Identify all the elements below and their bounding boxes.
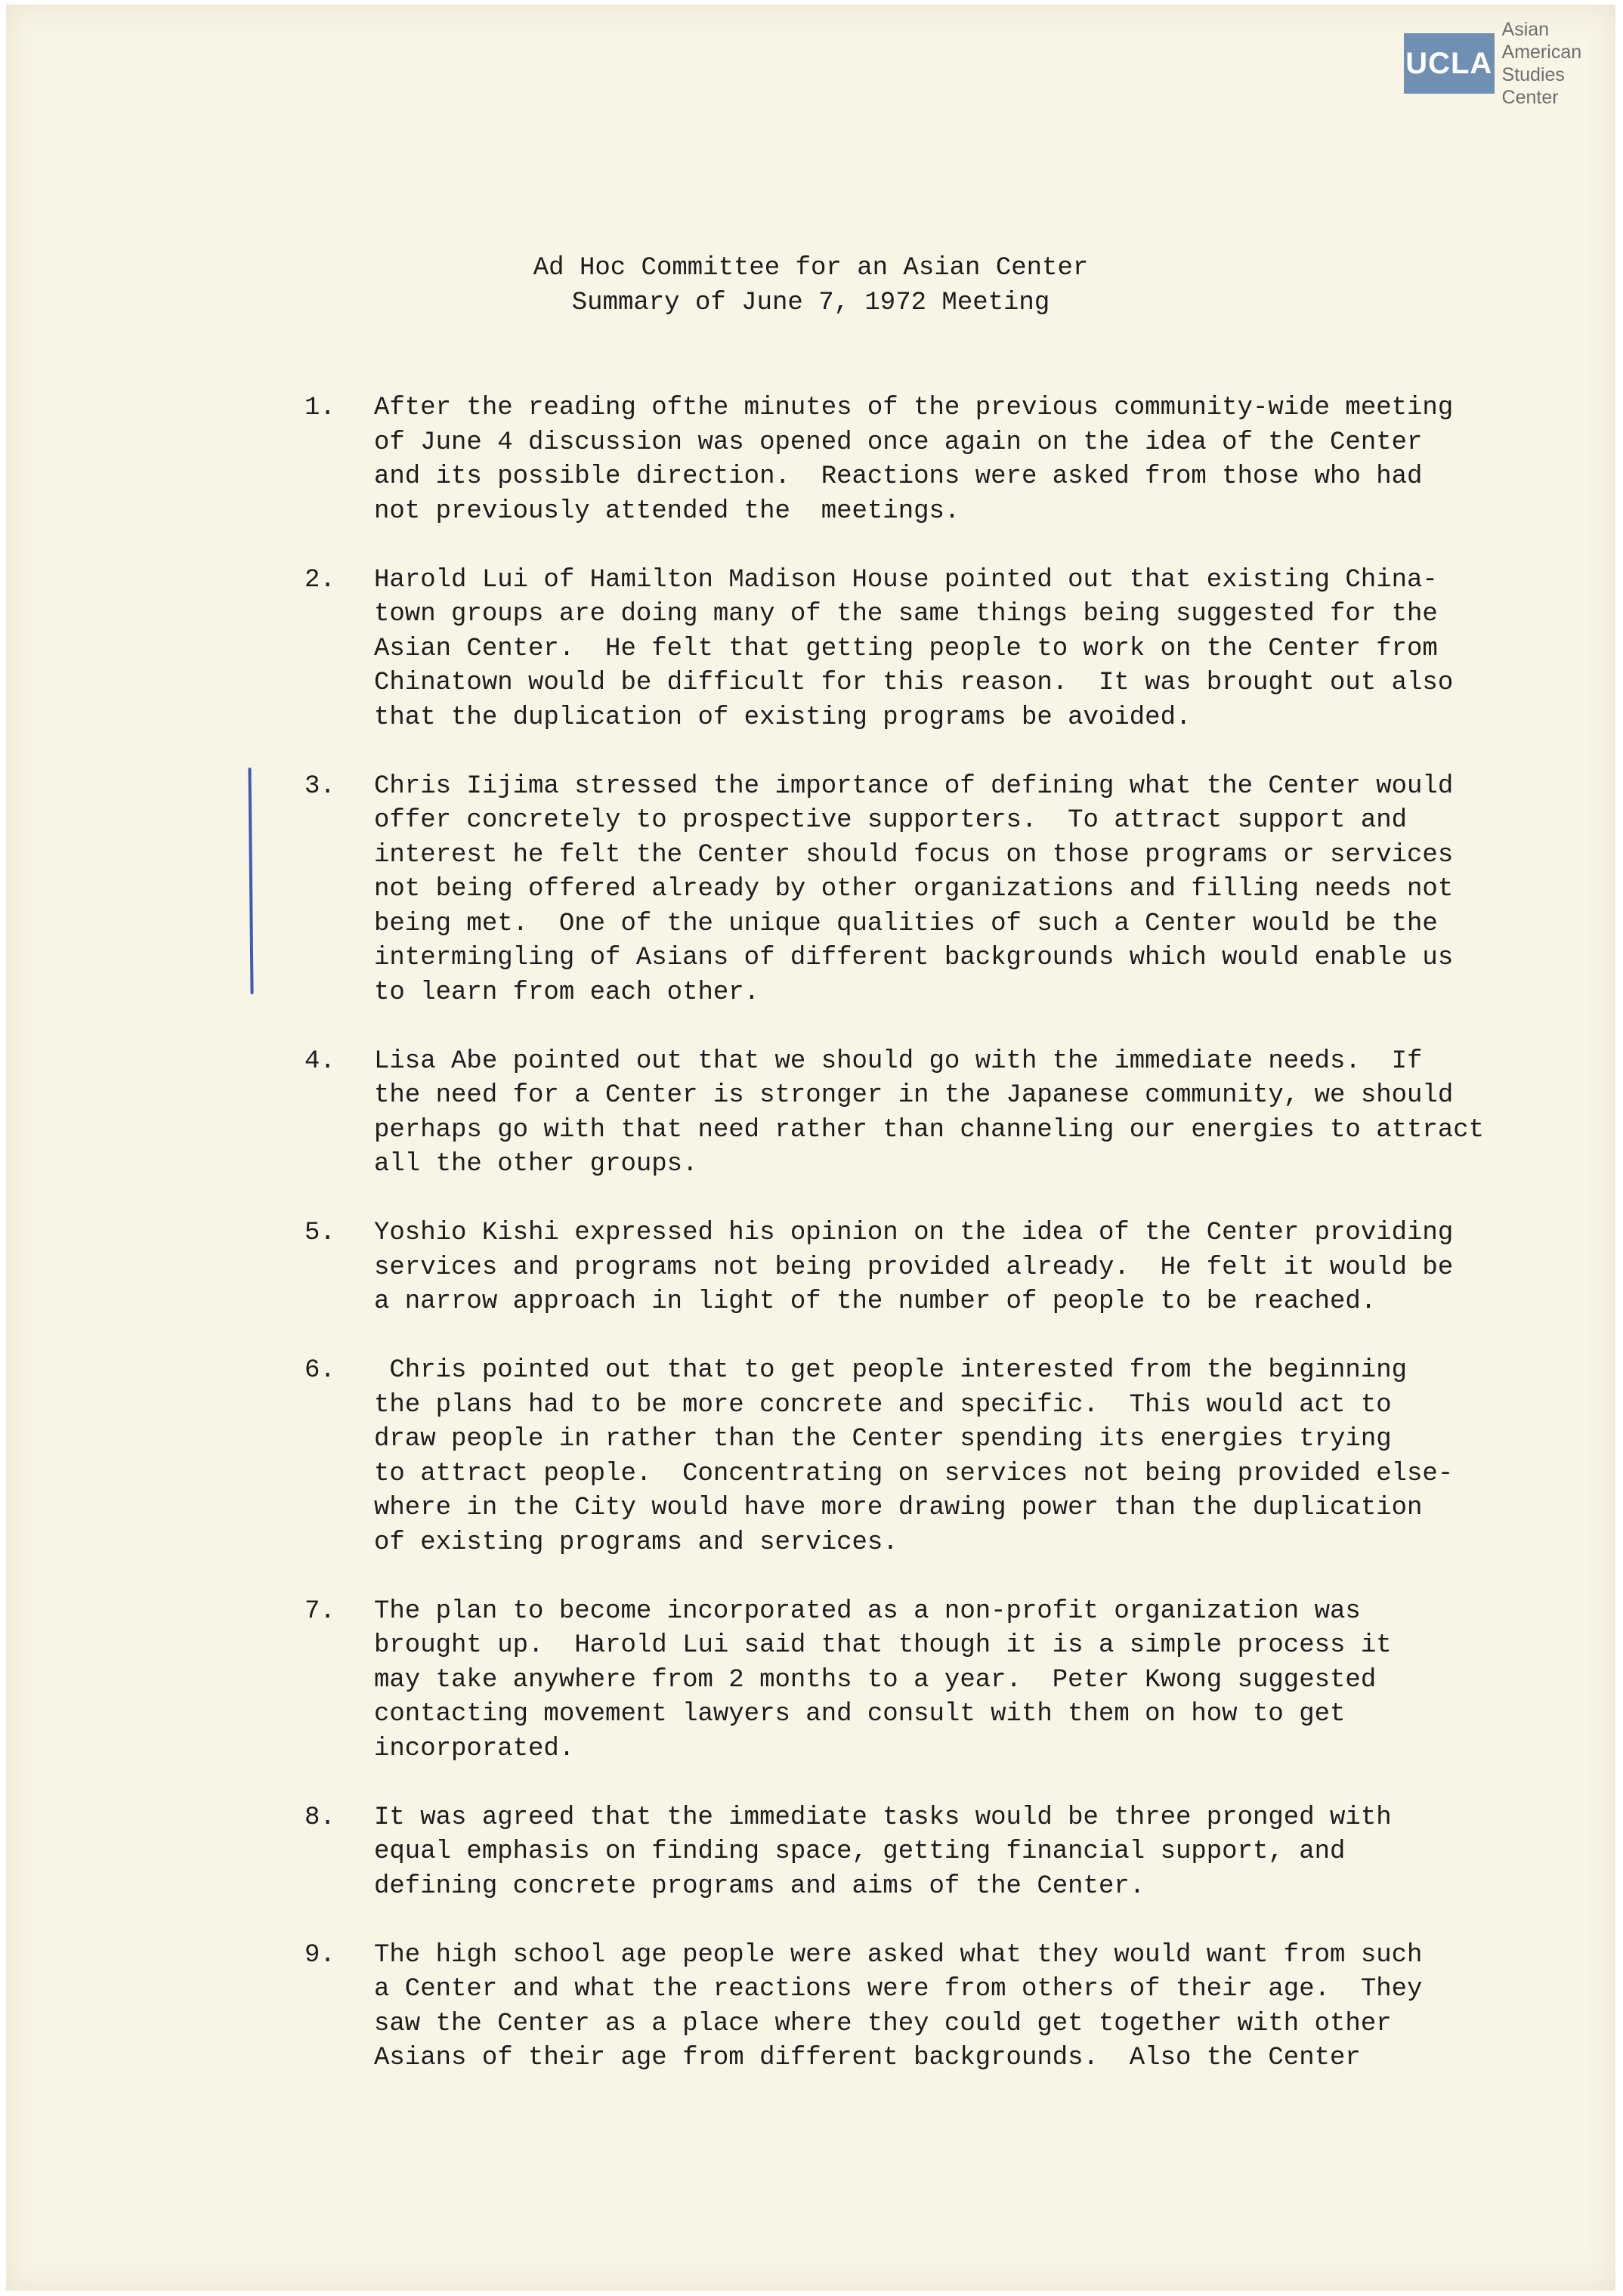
item-text: The plan to become incorporated as a non-profit organization was brought up. Harold Lui said that though it is a simple process it may take anywhere from 2 months to a year. Peter Kwong suggested contacting movement lawyers and consult with them on how to get incorporated. (374, 1596, 1392, 1763)
item-number: 7. (305, 1596, 335, 1626)
list-item (305, 391, 1589, 529)
margin-pen-mark (248, 768, 253, 994)
item-text: It was agreed that the immediate tasks would be three pronged with equal emphasis on finding space, getting financial support, and defining concrete programs and aims of the Center. (374, 1803, 1392, 1901)
list-item (305, 1595, 1589, 1767)
logo-caption-line2: Studies Center (1501, 64, 1565, 108)
list-item (305, 1801, 1589, 1905)
item-number: 9. (305, 1940, 335, 1970)
ucla-aasc-logo (1404, 19, 1615, 108)
logo-caption-line1: Asian American (1501, 19, 1582, 63)
item-number: 4. (305, 1046, 335, 1076)
document-title: Ad Hoc Committee for an Asian Center (533, 254, 1089, 283)
item-number: 2. (305, 565, 335, 595)
logo-caption (1502, 18, 1615, 109)
item-number: 8. (305, 1803, 335, 1832)
item-number: 1. (305, 394, 335, 422)
list-item (305, 1045, 1589, 1182)
list-item (305, 1354, 1589, 1560)
minutes-list (305, 391, 1589, 2110)
document-page (6, 5, 1615, 2291)
item-text: After the reading ofthe minutes of the previous community-wide meeting of June 4 discussion was opened once again on the idea of the Center and its possible direction. Reactions were asked from those who had not previously attended the meetings. (374, 394, 1454, 526)
item-text: The high school age people were asked what they would want from such a Center and what the reactions were from others of their age. They saw the Center as a place where they could get together with other Asians of their age from different backgrounds. Also the Center (374, 1940, 1423, 2072)
item-number: 6. (305, 1356, 335, 1385)
list-item (305, 1939, 1589, 2076)
item-text: Harold Lui of Hamilton Madison House pointed out that existing China- town groups are doing many of the same things being suggested for the Asian Center. He felt that getting people to work on the Center from Chinatown would be difficult for this reason. It was brought out also that the duplication of existing programs be avoided. (374, 565, 1454, 732)
item-text: Yoshio Kishi expressed his opinion on the idea of the Center providing services and programs not being provided already. He felt it would be a narrow approach in light of the number of people to be reached. (374, 1219, 1454, 1316)
list-item (305, 1216, 1589, 1320)
list-item (305, 564, 1589, 736)
item-text: Lisa Abe pointed out that we should go with the immediate needs. If the need for a Center is stronger in the Japanese community, we should perhaps go with that need rather than channeling our energies to attract all the other groups. (374, 1046, 1485, 1179)
document-subtitle: Summary of June 7, 1972 Meeting (571, 289, 1050, 317)
item-number: 5. (305, 1219, 335, 1247)
ucla-logo-box: UCLA (1404, 33, 1495, 94)
list-item (305, 770, 1589, 1011)
item-text: Chris pointed out that to get people interested from the beginning the plans had to be more concrete and specific. This would act to draw people in rather than the Center spending its energies trying to attract people. Concentrating on services not being provided else- where in the City would have more drawing power than the duplication of existing programs and services. (374, 1356, 1454, 1557)
item-number: 3. (305, 771, 335, 801)
item-text: Chris Iijima stressed the importance of defining what the Center would offer concretely to prospective supporters. To attract support and interest he felt the Center should focus on those programs or services not being offered already by other organizations and filling needs not being met. One of the unique qualities of such a Center would be the intermingling of Asians of different backgrounds which would enable us to learn from each other. (374, 771, 1454, 1007)
